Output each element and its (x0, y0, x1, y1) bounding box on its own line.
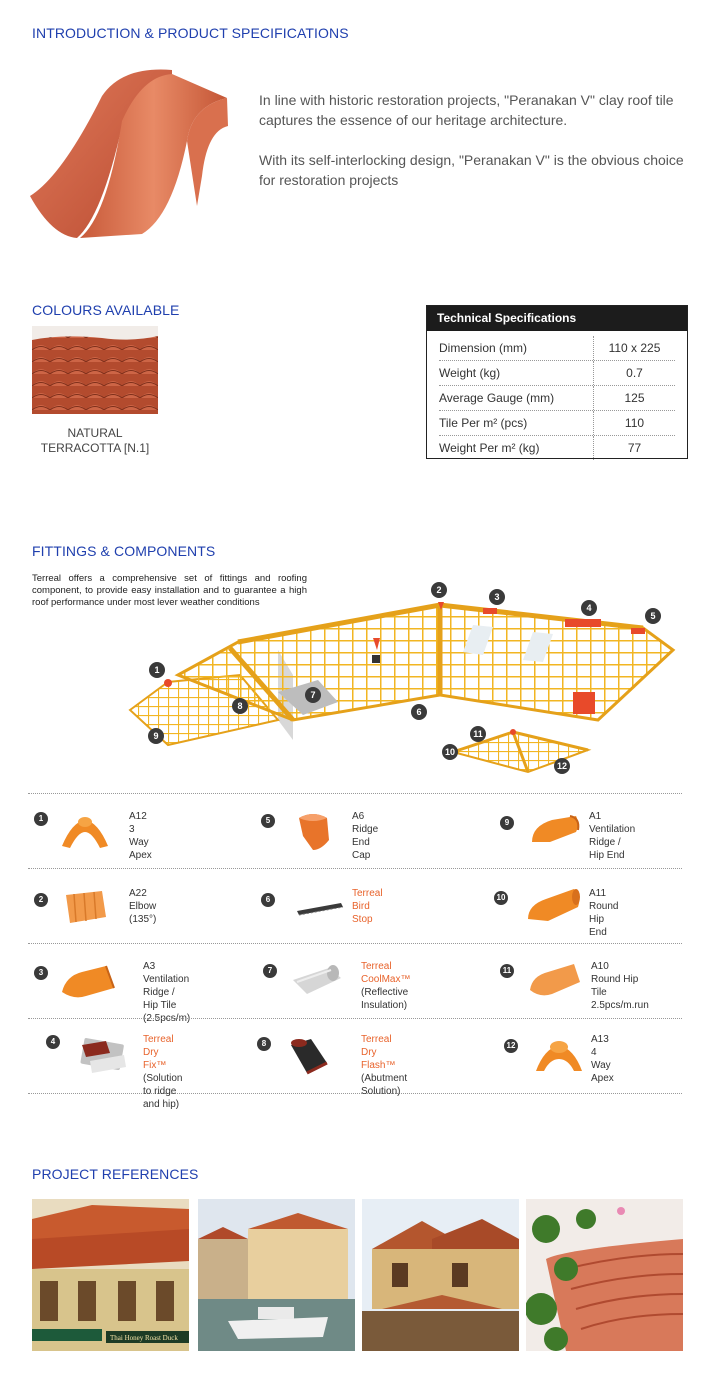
spec-value: 110 x 225 (608, 341, 661, 355)
riverside-building-photo (198, 1199, 355, 1351)
component-code: A1 (589, 811, 602, 822)
svg-text:10: 10 (444, 747, 456, 757)
svg-text:6: 6 (416, 707, 422, 717)
roof-structure-diagram (128, 580, 688, 780)
round-hip-tile-icon (528, 960, 582, 1000)
component-name: Ventilation Ridge / Hip Tile (2.5pcs/m) (143, 974, 191, 1024)
spec-value: 125 (624, 391, 645, 405)
component-name: 4 Way Apex (591, 1047, 614, 1084)
component-brand: Terreal CoolMax™ (361, 961, 411, 985)
spec-row (439, 411, 675, 436)
terracotta-swatch-image (32, 326, 158, 414)
spec-table-title: Technical Specifications (427, 306, 687, 331)
dry-fix-icon (76, 1035, 130, 1075)
component-number: 10 (494, 891, 508, 905)
components-row (28, 868, 682, 943)
spec-row (439, 336, 675, 361)
shophouse-photo (32, 1199, 189, 1351)
component-text (129, 887, 156, 926)
house-roofs-photo (362, 1199, 519, 1351)
insulation-roll-icon (289, 962, 345, 998)
components-row (28, 1018, 682, 1110)
technical-specifications-table (426, 305, 688, 459)
intro-title: INTRODUCTION & PRODUCT SPECIFICATIONS (32, 25, 349, 41)
component-code: A13 (591, 1034, 609, 1045)
svg-text:2: 2 (436, 585, 442, 595)
components-row (28, 793, 682, 868)
svg-text:7: 7 (310, 690, 316, 700)
shop-sign-text: Thai Honey Roast Duck (110, 1334, 178, 1342)
component-number: 1 (34, 812, 48, 826)
ridge-end-cap-icon (295, 810, 333, 852)
component-text (589, 810, 635, 862)
component-number: 6 (261, 893, 275, 907)
component-text (352, 810, 378, 862)
component-text (361, 1033, 407, 1098)
component-name: Ridge End Cap (352, 824, 379, 861)
swatch-label-line1: NATURAL (67, 426, 123, 440)
spec-value: 110 (624, 416, 645, 430)
svg-text:1: 1 (154, 665, 160, 675)
component-code: A3 (143, 961, 156, 972)
projects-title: PROJECT REFERENCES (32, 1166, 199, 1182)
component-text (361, 960, 410, 1012)
roof-tiles-foliage-photo (526, 1199, 683, 1351)
apex-3way-icon (60, 812, 110, 852)
component-code: A6 (352, 811, 365, 822)
hip-tile-icon (60, 962, 116, 1002)
swatch-label-line2: TERRACOTTA [N.1] (40, 441, 150, 455)
component-name: Round Hip End (589, 901, 619, 938)
fittings-intro-text: Terreal offers a comprehensive set of fittings and roofing component, to provide easy installation and to guarantee a high roof performance under most lever weather conditions (32, 573, 307, 608)
bird-stop-icon (295, 895, 345, 919)
component-number: 4 (46, 1035, 60, 1049)
ventilation-ridge-icon (530, 812, 582, 848)
spec-label: Weight Per m² (kg) (439, 436, 594, 460)
intro-paragraph-2: With its self-interlocking design, "Peranakan V" is the obvious choice for restoration projects (259, 152, 684, 188)
svg-text:3: 3 (494, 592, 500, 602)
component-text (143, 1033, 182, 1111)
colours-title: COLOURS AVAILABLE (32, 302, 180, 318)
component-text (591, 1033, 614, 1085)
component-brand: Terreal Dry Flash™ (361, 1034, 396, 1071)
svg-text:4: 4 (586, 603, 592, 613)
component-text (143, 960, 190, 1025)
spec-value: 0.7 (626, 366, 643, 380)
component-text (352, 887, 383, 926)
component-brand: Terreal Dry Fix™ (143, 1034, 174, 1071)
spec-row (439, 386, 675, 411)
intro-text (259, 90, 689, 210)
apex-4way-icon (534, 1035, 584, 1075)
spec-value: 77 (627, 441, 642, 455)
component-code: A10 (591, 961, 609, 972)
svg-text:9: 9 (153, 731, 159, 741)
fittings-title: FITTINGS & COMPONENTS (32, 543, 216, 559)
component-number: 8 (257, 1037, 271, 1051)
components-row (28, 943, 682, 1024)
round-hip-end-icon (526, 885, 582, 925)
component-code: A12 (129, 811, 147, 822)
spec-label: Dimension (mm) (439, 336, 594, 360)
components-list (28, 793, 682, 1110)
component-code: A22 (129, 888, 147, 899)
component-number: 7 (263, 964, 277, 978)
svg-text:8: 8 (237, 701, 243, 711)
swatch-label (32, 426, 158, 456)
component-text (129, 810, 152, 862)
project-photos (32, 1199, 682, 1351)
spec-label: Weight (kg) (439, 361, 594, 385)
component-code: A11 (589, 888, 607, 899)
elbow-icon (62, 889, 108, 925)
component-name: Elbow (135°) (129, 901, 157, 925)
component-name: Ventilation Ridge / Hip End (589, 824, 636, 861)
component-number: 9 (500, 816, 514, 830)
svg-text:11: 11 (473, 729, 483, 739)
spec-label: Tile Per m² (pcs) (439, 411, 594, 435)
component-name: Round Hip Tile 2.5pcs/m.run (591, 974, 649, 1011)
svg-text:5: 5 (650, 611, 656, 621)
component-name: (Solution to ridge and hip) (143, 1073, 183, 1110)
component-brand: Terreal Bird Stop (352, 888, 383, 925)
component-text (591, 960, 649, 1012)
component-number: 2 (34, 893, 48, 907)
component-number: 5 (261, 814, 275, 828)
component-name: (Reflective Insulation) (361, 987, 409, 1011)
component-name: (Abutment Solution) (361, 1073, 408, 1097)
spec-row (439, 436, 675, 460)
spec-row (439, 361, 675, 386)
component-number: 12 (504, 1039, 518, 1053)
dry-flash-icon (285, 1037, 333, 1077)
svg-text:12: 12 (556, 761, 568, 771)
component-number: 3 (34, 966, 48, 980)
peranakan-tile-image (22, 66, 234, 242)
component-name: 3 Way Apex (129, 824, 152, 861)
component-number: 11 (500, 964, 514, 978)
intro-paragraph-1: In line with historic restoration projects, "Peranakan V" clay roof tile captures the essence of our heritage architecture. (259, 92, 674, 128)
component-text (589, 887, 618, 939)
spec-label: Average Gauge (mm) (439, 386, 594, 410)
